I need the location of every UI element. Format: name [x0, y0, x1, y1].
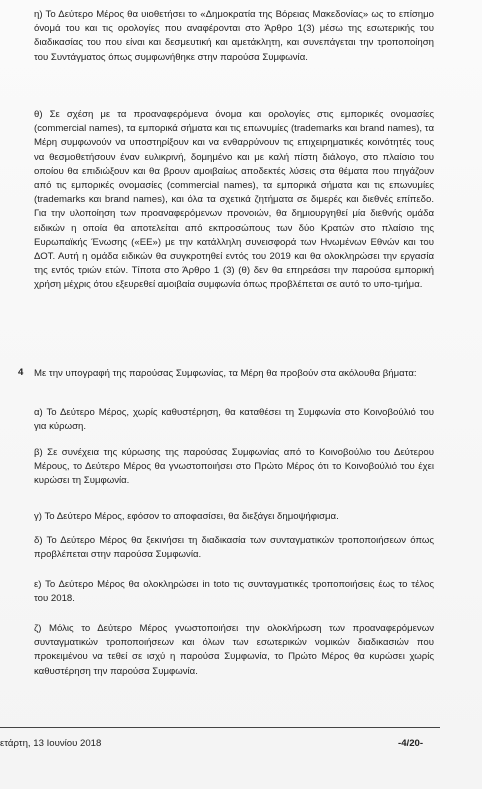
step-d: δ) Το Δεύτερο Μέρος θα ξεκινήσει τη διαδικασία των συνταγματικών τροποποιήσεων όπως προβλέπεται στην παρούσα Συμφωνία.	[34, 535, 434, 561]
section-intro: Με την υπογραφή της παρούσας Συμφωνίας, τα Μέρη θα προβούν στα ακόλουθα βήματα:	[34, 368, 417, 379]
clause-eta: η) Το Δεύτερο Μέρος θα υιοθετήσει το «Δημοκρατία της Βόρειας Μακεδονίας» ως το επίσημο όνομά του και τις ορολογίες που αναφέρονται στο Άρθρο 1(3) μέσω της εσωτερικής του διαδικασίας του που είναι και δεσμευτική και αμετάκλητη, και συνεπάγεται την τροποποίηση του Συντάγματος όπως συμφωνήθηκε στην παρούσα Συμφωνία.	[34, 9, 434, 63]
step-a: α) Το Δεύτερο Μέρος, χωρίς καθυστέρηση, θα καταθέσει τη Συμφωνία στο Κοινοβούλιό του για κύρωση.	[34, 407, 434, 433]
step-z: ζ) Μόλις το Δεύτερο Μέρος γνωστοποιήσει την ολοκλήρωση των προαναφερόμενων συνταγματικών τροποποιήσεων και όλων των εσωτερικών νομικών διαδικασιών που προκειμένου να τεθεί σε ισχύ η παρούσα Συμφωνία, το Πρώτο Μέρος θα κυρώσει χωρίς καθυστέρηση την παρούσα Συμφωνία.	[34, 623, 434, 677]
clause-theta: θ) Σε σχέση με τα προαναφερόμενα όνομα και ορολογίες στις εμπορικές ονομασίες (commercial names), τα εμπορικά σήματα και τις επωνυμίες (trademarks και brand names), τα Μέρη συμφωνούν να υποστηρίξουν και να ενθαρρύνουν τις επιχειρηματικές κοινότητές τους να θεσμοθετήσουν έναν ευλικρινή, δομημένο και με καλή πίστη διάλογο, στο πλαίσιο του οποίου θα επιδιώξουν και θα βρουν αμοιβαίως αποδεκτές λύσεις στα θέματα που πηγάζουν από τις εμπορικές ονομασίες (commercial names), τα εμπορικά σήματα και τις επωνυμίες (trademarks και brand names), και όλα τα σχετικά ζητήματα σε διμερές και διεθνές επίπεδο. Για την υλοποίηση των προαναφερόμενων προνοιών, θα δημιουργηθεί μία διεθνής ομάδα ειδικών η οποία θα αποτελείται από εκπροσώπους των δύο Κρατών στο πλαίσιο της Ευρωπαϊκής Ένωσης («ΕΕ») με την κατάλληλη συνεισφορά των Ηνωμένων Εθνών και του ΔΟΤ. Αυτή η ομάδα ειδικών θα συγκροτηθεί εντός του 2019 και θα ολοκληρώσει την εργασία της εντός τριών ετών. Τίποτα στο Άρθρο 1 (3) (θ) δεν θα επηρεάσει την παρούσα εμπορική χρήση μέχρις ότου εξευρεθεί αμοιβαία συμφωνία όπως προβλέπεται σε αυτό το υπο-τμήμα.	[34, 109, 434, 291]
step-e: ε) Το Δεύτερο Μέρος θα ολοκληρώσει in toto τις συνταγματικές τροποποιήσεις έως το τέλος του 2018.	[34, 579, 434, 605]
page-number: -4/20-	[398, 738, 424, 749]
footer-rule	[0, 727, 440, 728]
step-c: γ) Το Δεύτερο Μέρος, εφόσον το αποφασίσει, θα διεξάγει δημοψήφισμα.	[34, 511, 339, 522]
footer-date: ετάρτη, 13 Ιουνίου 2018	[0, 738, 102, 749]
section-number: 4	[18, 367, 24, 378]
step-b: β) Σε συνέχεια της κύρωσης της παρούσας Συμφωνίας από το Κοινοβούλιο του Δεύτερου Μέρους, το Δεύτερο Μέρος θα γνωστοποιήσει στο Πρώτο Μέρος ότι το Κοινοβούλιό του έχει κυρώσει τη Συμφωνία.	[34, 447, 434, 487]
